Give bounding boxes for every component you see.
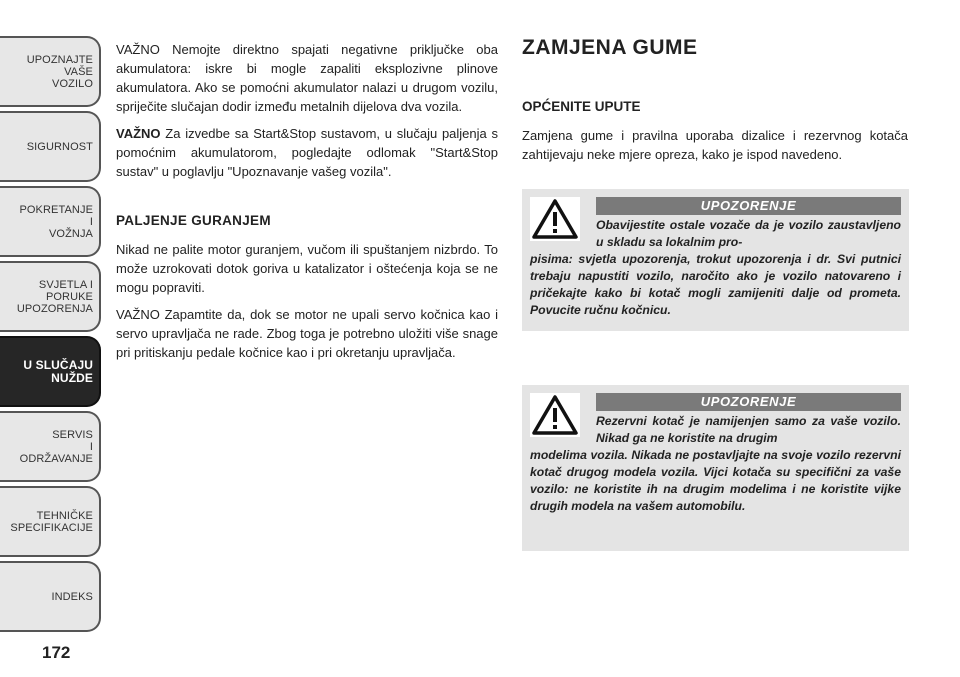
- warning-triangle-icon: [530, 393, 580, 437]
- warning-box-1: [522, 189, 909, 331]
- left-column: [116, 40, 498, 370]
- paragraph-servo-brake: VAŽNO Zapamtite da, dok se motor ne upali servo kočnica kao i servo upravljača ne rade. Zbog toga je potrebno uložiti više snage pri pritiskanju pedale kočnice kao i pri okretanju upravljača.: [116, 307, 498, 360]
- start-stop-text: Za izvedbe sa Start&Stop sustavom, u slučaju paljenja s pomoćnim akumulatorom, pogledajte odlomak "Start&Stop sustav" u poglavlju "Upoznavanje vašeg vozila".: [116, 126, 498, 179]
- tab-indeks[interactable]: INDEKS: [0, 561, 101, 632]
- paragraph-push-start: Nikad ne palite motor guranjem, vučom ili spuštanjem nizbrdo. To može uzrokovati dotok goriva u katalizator i oštećenja koja se ne mogu popraviti.: [116, 242, 498, 295]
- warning-lead: Rezervni kotač je namijenjen samo za vaše vozilo. Nikad ga ne koristite na drugim: [596, 414, 901, 445]
- warning-triangle-icon: [530, 197, 580, 241]
- warning-heading: UPOZORENJE: [596, 393, 901, 411]
- paragraph-battery-warning: VAŽNO Nemojte direktno spajati negativne priključke oba akumulatora: iskre bi mogle zapaliti eksplozivne plinove akumulatora. Ako se pomoćni akumulator nalazi u drugom vozilu, spriječite slučajan dodir između metalnih dijelova dva vozila.: [116, 42, 498, 114]
- tab-svjetla-i-poruke[interactable]: SVJETLA I PORUKE UPOZORENJA: [0, 261, 101, 332]
- warning-lead: Obavijestite ostale vozače da je vozilo zaustavljeno u skladu sa lokalnim pro-: [596, 218, 901, 249]
- page-number: 172: [42, 643, 71, 662]
- tab-sigurnost[interactable]: SIGURNOST: [0, 111, 101, 182]
- paragraph-start-stop: [116, 124, 498, 181]
- warning-heading: UPOZORENJE: [596, 197, 901, 215]
- tab-upoznajte-vase-vozilo[interactable]: UPOZNAJTE VAŠE VOZILO: [0, 36, 101, 107]
- important-label: VAŽNO: [116, 126, 161, 141]
- right-column: [522, 38, 908, 164]
- warning-box-2: [522, 385, 909, 551]
- warning-rest: modelima vozila. Nikada ne postavljajte na svoje vozilo rezervni kotač drugog modela vozila. Vijci kotača su specifični za vaše vozilo: ne koristite ih na drugim modelima i ne koristite vijke drugih modela na vašem automobilu.: [530, 448, 901, 513]
- page-title: ZAMJENA GUME: [522, 36, 698, 59]
- tab-tehnicke-specifikacije[interactable]: TEHNIČKE SPECIFIKACIJE: [0, 486, 101, 557]
- tab-pokretanje-i-voznja[interactable]: POKRETANJE I VOŽNJA: [0, 186, 101, 257]
- warning-text: [530, 413, 901, 515]
- intro-paragraph: Zamjena gume i pravilna uporaba dizalice i rezervnog kotača zahtijevaju neke mjere opreza, kako je ispod navedeno.: [522, 128, 908, 162]
- section-heading-push-start: PALJENJE GURANJEM: [116, 213, 271, 228]
- tab-u-slucaju-nuzde[interactable]: U SLUČAJU NUŽDE: [0, 336, 101, 407]
- subsection-heading: OPĆENITE UPUTE: [522, 99, 641, 114]
- warning-text: [530, 217, 901, 319]
- tab-servis-i-odrzavanje[interactable]: SERVIS I ODRŽAVANJE: [0, 411, 101, 482]
- warning-rest: pisima: svjetla upozorenja, trokut upozorenja i dr. Svi putnici trebaju napustiti vozilo, naročito ako je vozilo natovareno i pričekajte kako bi kotač mogli zamijeniti dalje od prometa. Povucite ručnu kočnicu.: [530, 252, 901, 317]
